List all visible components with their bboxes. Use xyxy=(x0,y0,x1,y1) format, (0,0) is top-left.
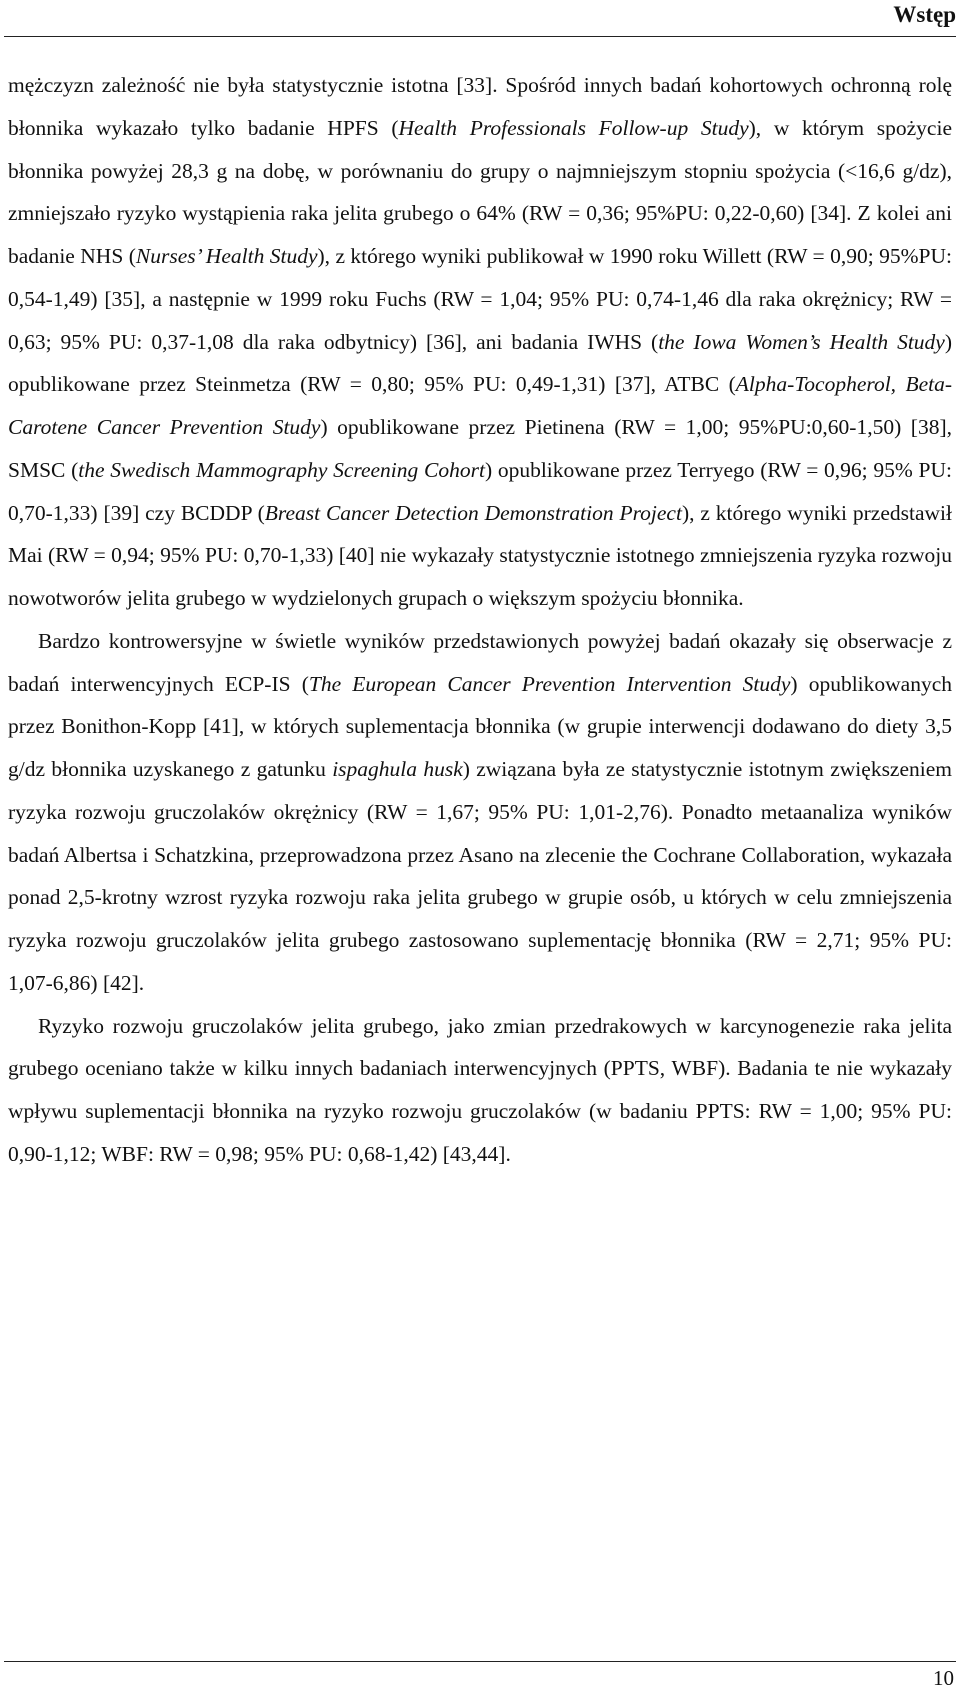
text-run: ) opublikowanych przez Bonithon-Kopp [41], w których suplementacja błonnika (w grupie interwencji dodawano do diety 3,5 g/dz błonnika uzyskanego z gatunku xyxy=(8,671,953,781)
text-run: ) opublikowane przez Pietinena (RW = 1,00; 95%PU:0,60-1,50) [38], SMSC ( xyxy=(8,415,952,482)
paragraph xyxy=(8,1005,952,1176)
italic-text-run: The European Cancer Prevention Intervention Study xyxy=(308,671,791,696)
footer-rule xyxy=(4,1661,956,1662)
italic-text-run: Breast Cancer Detection Demonstration Project xyxy=(264,500,682,525)
text-run: ) opublikowane przez Terryego (RW = 0,96; 95% PU: 0,70-1,33) [39] czy BCDDP ( xyxy=(8,457,952,525)
text-run: Bardzo kontrowersyjne w świetle wyników przedstawionych powyżej badań okazały się obserwacje z badań interwencyjnych ECP-IS ( xyxy=(8,628,952,696)
italic-text-run: Alpha-Tocopherol, Beta-Carotene Cancer Prevention Study xyxy=(8,372,953,439)
text-run: ) związana była ze statystycznie istotnym zwiększeniem ryzyka rozwoju gruczolaków okrężnicy (RW = 1,67; 95% PU: 1,01-2,76). Ponadto metaanaliza wyników badań Albertsa i Schatzkina, przeprowadzona przez Asano na zlecenie the Cochrane Collaboration, wykazała ponad 2,5-krotny wzrost ryzyka rozwoju raka jelita grubego w grupie osób, u których w celu zmniejszenia ryzyka rozwoju gruczolaków jelita grubego zastosowano suplementację błonnika (RW = 2,71; 95% PU: 1,07-6,86) [42]. xyxy=(8,757,953,995)
header-rule xyxy=(4,36,956,37)
text-run: ), z którego wyniki publikował w 1990 roku Willett (RW = 0,90; 95%PU: 0,54-1,49) [35], a następnie w 1999 roku Fuchs (RW = 1,04; 95% PU: 0,74-1,46 dla raka okrężnicy; RW = 0,63; 95% PU: 0,37-1,08 dla raka odbytnicy) [36], ani badania IWHS ( xyxy=(8,244,952,354)
italic-text-run: the Swedisch Mammography Screening Cohort xyxy=(78,457,485,482)
italic-text-run: ispaghula husk xyxy=(332,757,463,781)
text-run: Ryzyko rozwoju gruczolaków jelita grubego, jako zmian przedrakowych w karcynogenezie raka jelita grubego oceniano także w kilku innych badaniach interwencyjnych (PPTS, WBF). Badania te nie wykazały wpływu suplementacji błonnika na ryzyko rozwoju gruczolaków (w badaniu PPTS: RW = 1,00; 95% PU: 0,90-1,12; WBF: RW = 0,98; 95% PU: 0,68-1,42) [43,44]. xyxy=(8,1013,952,1166)
running-header-section-title: Wstęp xyxy=(893,2,956,27)
page-number: 10 xyxy=(933,1666,954,1690)
italic-text-run: Nurses’ Health Study xyxy=(135,244,318,268)
text-run: ), w którym spożycie błonnika powyżej 28,3 g na dobę, w porównaniu do grupy o najmniejszym stopniu spożycia (<16,6 g/dz), zmniejszało ryzyko wystąpienia raka jelita grubego o 64% (RW = 0,36; 95%PU: 0,22-0,60) [34]. Z kolei ani badanie NHS ( xyxy=(8,115,952,268)
paragraph xyxy=(8,620,952,1005)
italic-text-run: the Iowa Women’s Health Study xyxy=(658,329,945,354)
italic-text-run: Health Professionals Follow-up Study xyxy=(398,115,749,140)
body-text xyxy=(8,64,952,1176)
paragraph xyxy=(8,64,952,620)
text-run: ) opublikowane przez Steinmetza (RW = 0,80; 95% PU: 0,49-1,31) [37], ATBC ( xyxy=(8,329,953,397)
text-run: mężczyzn zależność nie była statystycznie istotna [33]. Spośród innych badań kohortowych ochronną rolę błonnika wykazało tylko badanie HPFS ( xyxy=(8,73,952,140)
text-run: ), z którego wyniki przedstawił Mai (RW = 0,94; 95% PU: 0,70-1,33) [40] nie wykazały statystycznie istotnego zmniejszenia ryzyka rozwoju nowotworów jelita grubego w wydzielonych grupach o większym spożyciu błonnika. xyxy=(8,500,952,610)
